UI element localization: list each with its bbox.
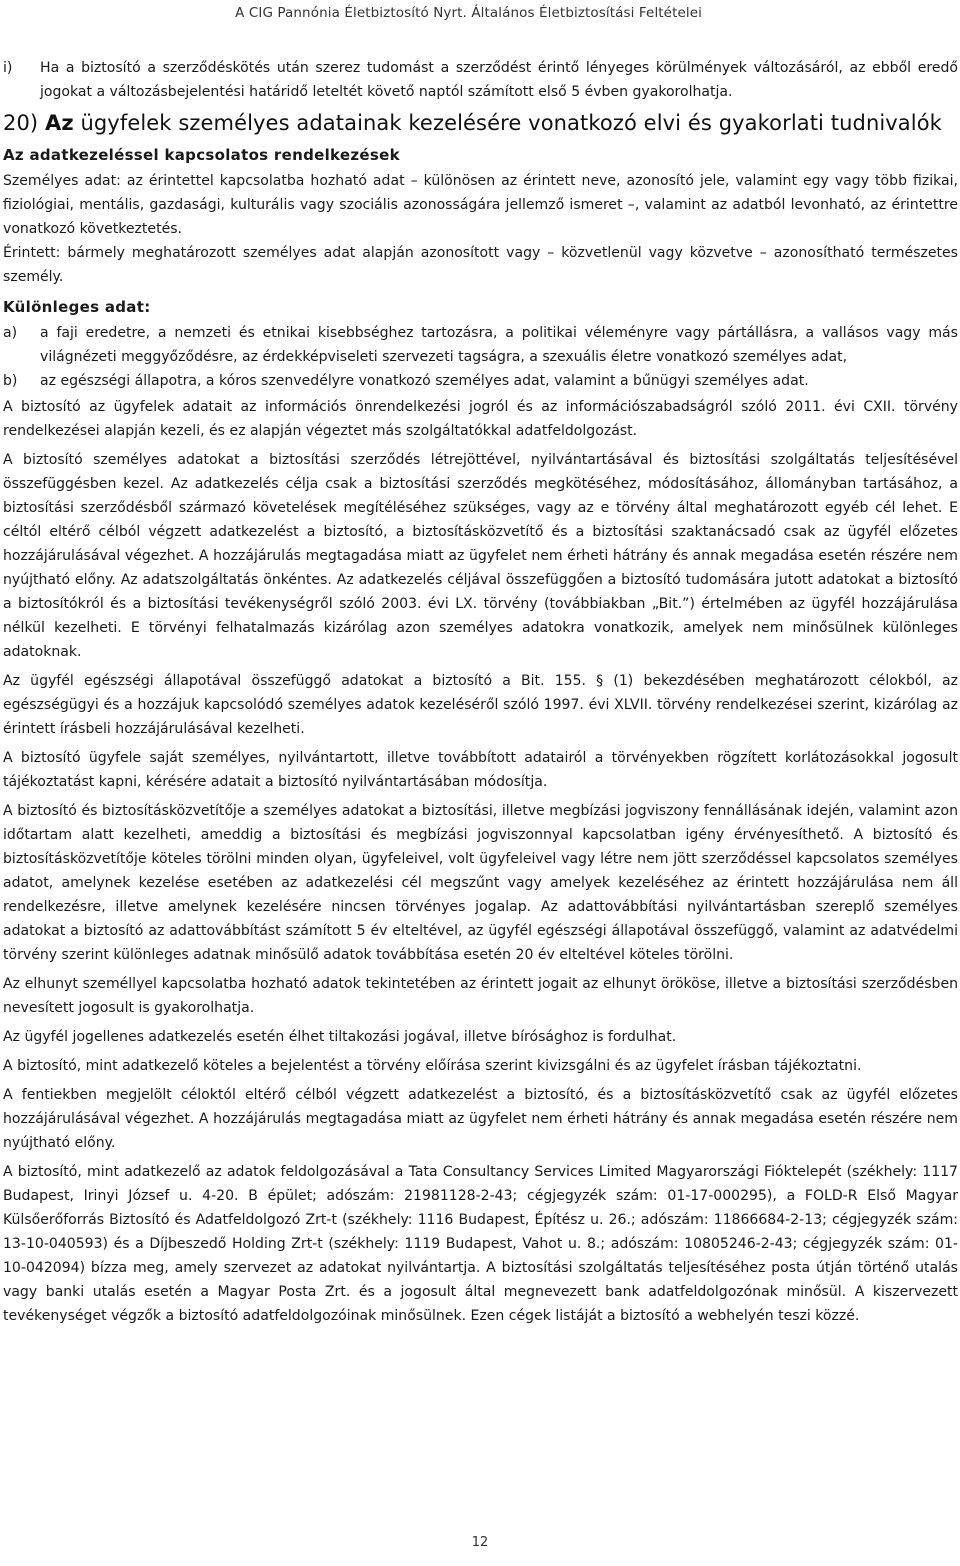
list-marker: a)	[3, 325, 18, 341]
paragraph: A biztosító, mint adatkezelő köteles a bejelentést a törvény előírása szerint kivizsgálni és az ügyfelet írásban tájékoztatni.	[3, 1058, 862, 1074]
special-item-a	[3, 321, 958, 369]
list-marker: i)	[3, 60, 13, 76]
special-item-b	[3, 369, 958, 393]
list-item-text: Ha a biztosító a szerződéskötés után szerez tudomást a szerződést érintő lényeges körülmények változásáról, az ebből eredő jogokat a változásbejelentési határidő leteltét követő naptól számított első 5 évben gyakorolhatja.	[40, 60, 958, 100]
running-header: A CIG Pannónia Életbiztosító Nyrt. Általános Életbiztosítási Feltételei	[235, 5, 702, 21]
paragraph: Az elhunyt személlyel kapcsolatba hozható adatok tekintetében az érintett jogait az elhunyt örököse, illetve a biztosítási szerződésben nevesített jogosult is gyakorolhatja.	[3, 976, 958, 1016]
subheading: Az adatkezeléssel kapcsolatos rendelkezések	[3, 146, 400, 164]
list-item-text: a faji eredetre, a nemzeti és etnikai kisebbséghez tartozásra, a politikai véleményre vagy pártállásra, a vallásos vagy más világnézeti meggyőződésre, az érdekképviseleti szervezeti tagságra, a szexuális életre vonatkozó személyes adat,	[40, 325, 958, 365]
section-title-first-word: Az	[45, 111, 74, 135]
special-data-heading: Különleges adat:	[3, 298, 151, 316]
list-item-text: az egészségi állapotra, a kóros szenvedélyre vonatkozó személyes adat, valamint a bűnügyi személyes adat.	[40, 373, 809, 389]
paragraph: A biztosító személyes adatokat a biztosítási szerződés létrejöttével, nyilvántartásával és biztosítási szolgáltatás teljesítésével összefüggésben kezel. Az adatkezelés célja csak a biztosítási szerződés megkötéséhez, módosításához, állományban tartásához, a biztosítási szerződésből származó követelések megítéléséhez szükséges, vagy az e törvény által meghatározott egyéb cél lehet. E céltól eltérő célból végzett adatkezelést a biztosító, a biztosításközvetítő és a biztosítási szaktanácsadó csak az ügyfél előzetes hozzájárulásával végezhet. A hozzájárulás megtagadása miatt az ügyfelet nem érheti hátrány és annak megadása esetén részére nem nyújtható előny. Az adatszolgáltatás önkéntes. Az adatkezelés céljával összefüggően a biztosító tudomására jutott adatokat a biztosító a biztosítókról és a biztosítási tevékenységről szóló 2003. évi LX. törvény (továbbiakban „Bit.”) értelmében az ügyfél hozzájárulása nélkül kezelheti. E törvényi felhatalmazás kizárólag azon személyes adatokra vonatkozik, amelyek nem minősülnek különleges adatoknak.	[3, 452, 958, 660]
paragraph: A biztosító, mint adatkezelő az adatok feldolgozásával a Tata Consultancy Services Limited Magyarországi Fióktelepét (székhely: 1117 Budapest, Irinyi József u. 4-20. B épület; adószám: 21981128-2-43; cégjegyzék szám: 01-17-000295), a FOLD-R Első Magyar Külsőerőforrás Biztosító és Adatfeldolgozó Zrt-t (székhely: 1116 Budapest, Építész u. 26.; adószám: 11866684-2-13; cégjegyzék szám: 13-10-040593) és a Díjbeszedő Holding Zrt-t (székhely: 1119 Budapest, Vahot u. 8.; adószám: 10805246-2-43; cégjegyzék szám: 01-10-042094) bízza meg, amely szervezet az adatokat nyilvántartja. A biztosítási szolgáltatás teljesítéséhez posta útján történő utalás vagy banki utalás esetén a Magyar Posta Zrt. és a jogosult által megnevezett bank adatfeldolgozónak minősül. A kiszervezett tevékenységet végzők a biztosító adatfeldolgozóinak minősülnek. Ezen cégek listáját a biztosító a webhelyén teszi közzé.	[3, 1164, 958, 1324]
section-number: 20)	[3, 111, 39, 135]
list-item-i	[3, 56, 958, 104]
definition-personal-data: Személyes adat: az érintettel kapcsolatba hozható adat – különösen az érintett neve, azonosító jele, valamint egy vagy több fizikai, fiziológiai, mentális, gazdasági, kulturális vagy szociális azonosságára jellemző ismeret –, valamint az adatból levonható, az érintettre vonatkozó következtetés.	[3, 173, 958, 237]
paragraph: A fentiekben megjelölt céloktól eltérő célból végzett adatkezelést a biztosító, és a biztosításközvetítő csak az ügyfél előzetes hozzájárulásával végezhet. A hozzájárulás megtagadása miatt az ügyfelet nem érheti hátrány és annak megadása esetén részére nem nyújtható előny.	[3, 1087, 958, 1151]
paragraph: Az ügyfél jogellenes adatkezelés esetén élhet tiltakozási jogával, illetve bírósághoz is fordulhat.	[3, 1029, 677, 1045]
page-content	[3, 56, 958, 1333]
list-marker: b)	[3, 373, 18, 389]
paragraph: A biztosító az ügyfelek adatait az információs önrendelkezési jogról és az információszabadságról szóló 2011. évi CXII. törvény rendelkezései alapján kezeli, és ez alapján végeztet más szolgáltatókkal adatfeldolgozást.	[3, 399, 958, 439]
section-title-text: ügyfelek személyes adatainak kezelésére vonatkozó elvi és gyakorlati tudnivalók	[80, 111, 942, 135]
section-title	[3, 110, 958, 137]
paragraph: Az ügyfél egészségi állapotával összefüggő adatokat a biztosító a Bit. 155. § (1) bekezdésében meghatározott célokból, az egészségügyi és a hozzájuk kapcsolódó személyes adatok kezeléséről szóló 1997. évi XLVII. törvény rendelkezései szerint, kizárólag az érintett írásbeli hozzájárulásával kezelheti.	[3, 673, 958, 737]
definition-data-subject: Érintett: bármely meghatározott személyes adat alapján azonosított vagy – közvetlenül vagy közvetve – azonosítható természetes személy.	[3, 245, 958, 285]
paragraph: A biztosító ügyfele saját személyes, nyilvántartott, illetve továbbított adatairól a törvényekben rögzített korlátozásokkal jogosult tájékoztatást kapni, kérésére adatait a biztosító nyilvántartásában módosítja.	[3, 750, 958, 790]
page-number: 12	[471, 1535, 489, 1550]
paragraph: A biztosító és biztosításközvetítője a személyes adatokat a biztosítási, illetve megbízási jogviszony fennállásának idején, valamint azon időtartam alatt kezelheti, ameddig a biztosítási és megbízási jogviszonnyal kapcsolatban igény érvényesíthető. A biztosító és biztosításközvetítője köteles törölni minden olyan, ügyfeleivel, volt ügyfeleivel vagy létre nem jött szerződéssel kapcsolatos személyes adatot, amelynek kezelése esetében az adatkezelési cél megszűnt vagy amelyek kezeléséhez az érintett hozzájárulása nem áll rendelkezésre, illetve amelynek kezelésére nincsen törvényes jogalap. Az adattovábbítási nyilvántartásban szereplő személyes adatokat a biztosító az adattovábbítást számított 5 év elteltével, az ügyfél egészségi állapotával összefüggő, valamint az adatvédelmi törvény szerint különleges adatnak minősülő adatok továbbítása esetén 20 év elteltével köteles törölni.	[3, 803, 958, 963]
